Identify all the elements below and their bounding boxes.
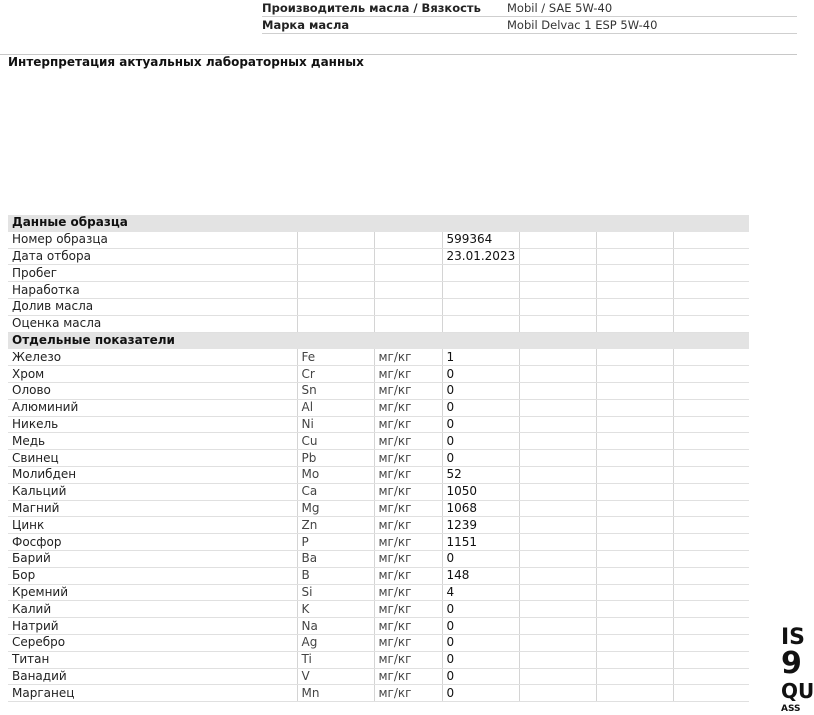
empty-cell [673,349,749,366]
empty-cell [519,668,596,685]
empty-cell [596,550,673,567]
oil-manufacturer-value: Mobil / SAE 5W-40 [507,1,613,15]
empty-cell [519,282,596,299]
element-row [8,550,749,567]
empty-cell [673,567,749,584]
element-row [8,366,749,383]
element-row [8,668,749,685]
empty-cell [596,500,673,517]
empty-cell [596,265,673,282]
empty-cell [519,618,596,635]
sample-field-label: Долив масла [8,298,297,315]
empty-cell [673,534,749,551]
sample-field-value [442,298,519,315]
iso-certification-badge [779,625,814,715]
sample-field-label: Наработка [8,282,297,299]
empty-cell [596,366,673,383]
element-symbol: Pb [297,450,374,467]
empty-cell [374,298,442,315]
element-value: 148 [442,567,519,584]
element-unit: мг/кг [374,450,442,467]
empty-cell [673,550,749,567]
element-unit: мг/кг [374,349,442,366]
empty-cell [673,634,749,651]
elements-section-title: Отдельные показатели [8,332,749,349]
element-symbol: Na [297,618,374,635]
element-value: 4 [442,584,519,601]
sample-data-row [8,282,749,299]
empty-cell [519,265,596,282]
element-name: Молибден [8,466,297,483]
element-row [8,685,749,702]
element-value: 0 [442,601,519,618]
empty-cell [519,433,596,450]
empty-cell [596,618,673,635]
empty-cell [297,248,374,265]
element-symbol: K [297,601,374,618]
element-name: Марганец [8,685,297,702]
empty-cell [673,366,749,383]
empty-cell [596,382,673,399]
sample-data-row [8,248,749,265]
element-row [8,601,749,618]
empty-cell [673,483,749,500]
element-row [8,584,749,601]
iso-badge-text-2: 9 [781,646,802,681]
empty-cell [673,584,749,601]
element-symbol: Ca [297,483,374,500]
elements-section-header [8,332,749,349]
iso-badge-text-1: IS [781,625,806,650]
element-unit: мг/кг [374,601,442,618]
element-symbol: B [297,567,374,584]
sample-field-value [442,265,519,282]
element-value: 0 [442,634,519,651]
element-symbol: V [297,668,374,685]
empty-cell [519,517,596,534]
sample-data-row [8,315,749,332]
empty-cell [596,534,673,551]
element-unit: мг/кг [374,651,442,668]
empty-cell [673,500,749,517]
element-unit: мг/кг [374,382,442,399]
element-value: 0 [442,433,519,450]
empty-cell [596,416,673,433]
element-row [8,399,749,416]
empty-cell [673,265,749,282]
element-name: Олово [8,382,297,399]
empty-cell [596,668,673,685]
element-name: Хром [8,366,297,383]
element-value: 52 [442,466,519,483]
empty-cell [519,382,596,399]
element-row [8,433,749,450]
empty-cell [673,466,749,483]
oil-brand-label: Марка масла [262,18,350,32]
iso-badge-text-3: QU [781,679,814,703]
empty-cell [673,668,749,685]
empty-cell [374,231,442,248]
empty-cell [596,450,673,467]
empty-cell [519,500,596,517]
element-symbol: P [297,534,374,551]
oil-brand-row [262,17,797,34]
empty-cell [596,315,673,332]
element-value: 1151 [442,534,519,551]
element-value: 0 [442,668,519,685]
oil-manufacturer-label: Производитель масла / Вязкость [262,1,481,15]
sample-data-row [8,231,749,248]
sample-field-label: Пробег [8,265,297,282]
element-row [8,382,749,399]
empty-cell [519,298,596,315]
empty-cell [673,399,749,416]
empty-cell [673,231,749,248]
element-unit: мг/кг [374,634,442,651]
element-symbol: Ba [297,550,374,567]
element-unit: мг/кг [374,618,442,635]
element-unit: мг/кг [374,584,442,601]
empty-cell [673,651,749,668]
empty-cell [673,685,749,702]
empty-cell [519,466,596,483]
element-symbol: Ni [297,416,374,433]
empty-cell [519,450,596,467]
element-value: 1 [442,349,519,366]
empty-cell [596,466,673,483]
empty-cell [673,601,749,618]
empty-cell [673,298,749,315]
element-symbol: Mn [297,685,374,702]
element-symbol: Ag [297,634,374,651]
empty-cell [297,282,374,299]
empty-cell [596,651,673,668]
lab-results-table [8,215,749,702]
element-row [8,483,749,500]
iso-badge-text-4: ASS [781,704,801,714]
sample-field-value: 599364 [442,231,519,248]
element-symbol: Al [297,399,374,416]
empty-cell [519,315,596,332]
element-symbol: Sn [297,382,374,399]
element-row [8,349,749,366]
element-value: 0 [442,651,519,668]
element-name: Фосфор [8,534,297,551]
element-name: Бор [8,567,297,584]
element-unit: мг/кг [374,466,442,483]
sample-data-row [8,265,749,282]
empty-cell [297,315,374,332]
element-symbol: Zn [297,517,374,534]
empty-cell [519,601,596,618]
element-row [8,466,749,483]
oil-info-block [262,0,797,34]
element-name: Кальций [8,483,297,500]
empty-cell [519,534,596,551]
element-symbol: Si [297,584,374,601]
sample-section-title: Данные образца [8,215,749,231]
empty-cell [596,584,673,601]
empty-cell [596,248,673,265]
sample-field-value [442,315,519,332]
empty-cell [596,399,673,416]
element-unit: мг/кг [374,500,442,517]
empty-cell [297,265,374,282]
empty-cell [519,416,596,433]
element-symbol: Cu [297,433,374,450]
element-unit: мг/кг [374,483,442,500]
empty-cell [673,248,749,265]
element-name: Ванадий [8,668,297,685]
empty-cell [374,315,442,332]
element-value: 0 [442,416,519,433]
empty-cell [374,265,442,282]
element-unit: мг/кг [374,399,442,416]
empty-cell [673,282,749,299]
element-unit: мг/кг [374,517,442,534]
empty-cell [519,349,596,366]
sample-section-header [8,215,749,231]
empty-cell [673,315,749,332]
element-symbol: Fe [297,349,374,366]
element-row [8,634,749,651]
empty-cell [596,433,673,450]
element-unit: мг/кг [374,433,442,450]
empty-cell [596,567,673,584]
element-value: 0 [442,366,519,383]
oil-brand-value: Mobil Delvac 1 ESP 5W-40 [507,18,658,32]
element-name: Никель [8,416,297,433]
element-name: Железо [8,349,297,366]
element-row [8,567,749,584]
element-name: Медь [8,433,297,450]
empty-cell [374,282,442,299]
element-value: 0 [442,450,519,467]
empty-cell [673,416,749,433]
element-unit: мг/кг [374,534,442,551]
empty-cell [673,382,749,399]
empty-cell [673,433,749,450]
element-value: 0 [442,550,519,567]
element-name: Серебро [8,634,297,651]
element-row [8,517,749,534]
element-name: Титан [8,651,297,668]
sample-field-label: Оценка масла [8,315,297,332]
element-symbol: Mg [297,500,374,517]
element-name: Барий [8,550,297,567]
element-name: Кремний [8,584,297,601]
element-symbol: Cr [297,366,374,383]
sample-field-value: 23.01.2023 [442,248,519,265]
empty-cell [673,450,749,467]
empty-cell [374,248,442,265]
empty-cell [596,517,673,534]
element-unit: мг/кг [374,567,442,584]
sample-field-value [442,282,519,299]
empty-cell [519,567,596,584]
empty-cell [519,483,596,500]
element-row [8,618,749,635]
empty-cell [519,248,596,265]
element-value: 0 [442,382,519,399]
element-value: 1068 [442,500,519,517]
oil-manufacturer-row [262,0,797,17]
empty-cell [519,685,596,702]
element-name: Алюминий [8,399,297,416]
element-row [8,450,749,467]
empty-cell [519,231,596,248]
element-value: 0 [442,685,519,702]
element-unit: мг/кг [374,366,442,383]
empty-cell [519,651,596,668]
empty-cell [596,483,673,500]
sample-data-row [8,298,749,315]
element-name: Магний [8,500,297,517]
element-name: Натрий [8,618,297,635]
interpretation-title: Интерпретация актуальных лабораторных данных [8,55,364,69]
element-row [8,500,749,517]
empty-cell [519,366,596,383]
empty-cell [297,231,374,248]
element-symbol: Ti [297,651,374,668]
element-name: Цинк [8,517,297,534]
empty-cell [673,618,749,635]
empty-cell [596,685,673,702]
empty-cell [596,349,673,366]
element-value: 0 [442,618,519,635]
empty-cell [673,517,749,534]
element-value: 1050 [442,483,519,500]
element-name: Свинец [8,450,297,467]
element-unit: мг/кг [374,416,442,433]
empty-cell [596,282,673,299]
element-unit: мг/кг [374,685,442,702]
empty-cell [596,601,673,618]
sample-field-label: Номер образца [8,231,297,248]
empty-cell [519,634,596,651]
element-row [8,534,749,551]
empty-cell [596,298,673,315]
element-unit: мг/кг [374,550,442,567]
empty-cell [519,399,596,416]
sample-field-label: Дата отбора [8,248,297,265]
empty-cell [596,231,673,248]
element-unit: мг/кг [374,668,442,685]
element-row [8,651,749,668]
empty-cell [297,298,374,315]
element-value: 0 [442,399,519,416]
element-symbol: Mo [297,466,374,483]
empty-cell [519,584,596,601]
element-name: Калий [8,601,297,618]
element-row [8,416,749,433]
empty-cell [519,550,596,567]
element-value: 1239 [442,517,519,534]
empty-cell [596,634,673,651]
